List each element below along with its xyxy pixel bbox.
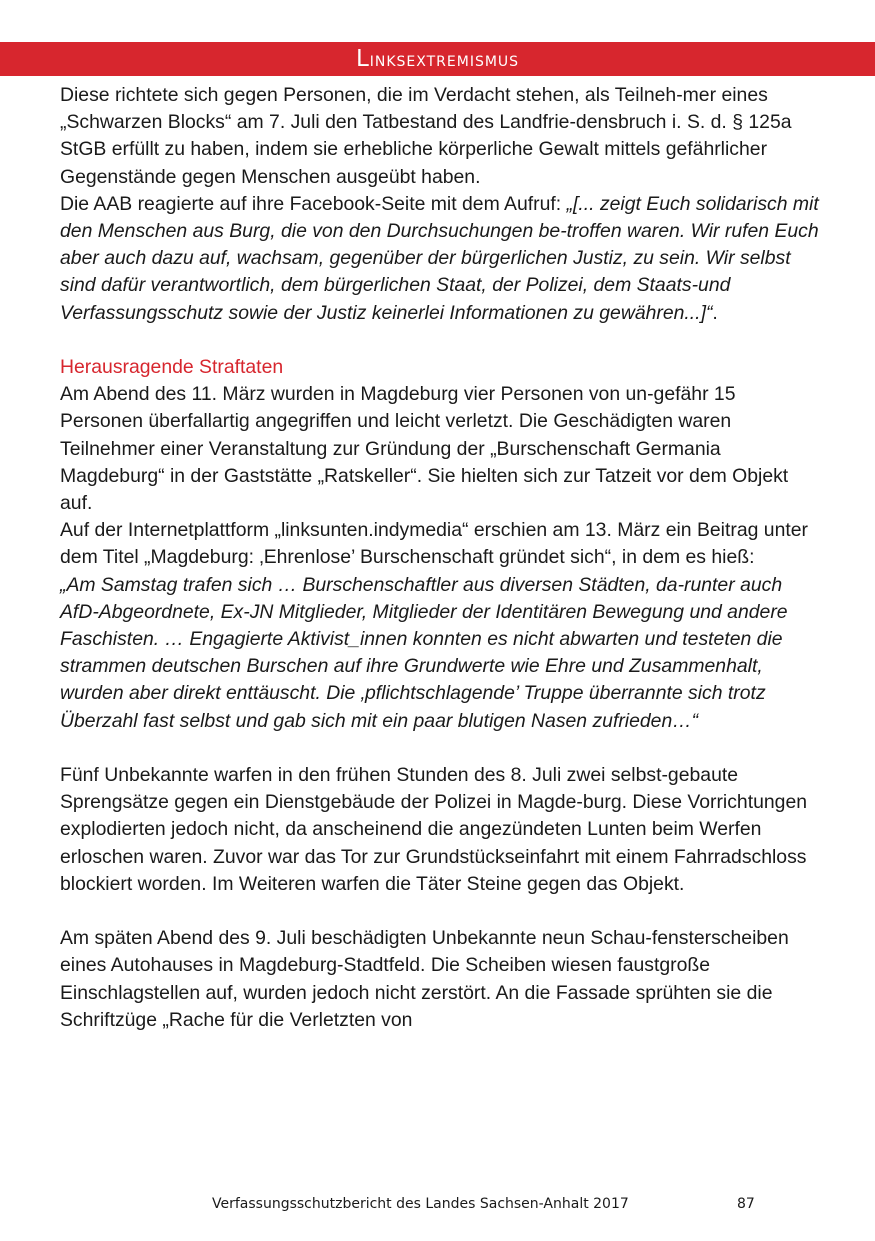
page-number: 87 [737, 1196, 755, 1212]
page-body [60, 82, 820, 1034]
paragraph-7: Am späten Abend des 9. Juli beschädigten Unbekannte neun Schau-fensterscheiben eines Autohauses in Magdeburg-Stadtfeld. Die Scheiben wiesen faustgroße Einschlagstellen auf, wurden jedoch nicht zerstört. An die Fassade sprühten sie die Schriftzüge „Rache für die Verletzten von [60, 927, 789, 1031]
subheading: Herausragende Straftaten [60, 356, 284, 379]
paragraph-3: Am Abend des 11. März wurden in Magdeburg vier Personen von un-gefähr 15 Personen überfallartig angegriffen und leicht verletzt. Die Geschädigten waren Teilnehmer einer Veranstaltung zur Gründung der „Burschenschaft Germania Magdeburg“ in der Gaststätte „Ratskeller“. Sie hielten sich zur Tatzeit vor dem Objekt auf. [60, 383, 789, 515]
paragraph-2-intro: Die AAB reagierte auf ihre Facebook-Seite mit dem Aufruf: [60, 192, 567, 215]
paragraph-6: Fünf Unbekannte warfen in den frühen Stunden des 8. Juli zwei selbst-gebaute Sprengsätze gegen ein Dienstgebäude der Polizei in Magde-burg. Diese Vorrichtungen explodierten jedoch nicht, da anscheinend die angezündeten Lunten beim Werfen erloschen waren. Zuvor war das Tor zur Grundstückseinfahrt mit einem Fahrradschloss blockiert worden. Im Weiteren warfen die Täter Steine gegen das Objekt. [60, 764, 808, 895]
paragraph-1: Diese richtete sich gegen Personen, die im Verdacht stehen, als Teilneh-mer eines „Schwarzen Blocks“ am 7. Juli den Tatbestand des Landfrie-densbruch i. S. d. § 125a StGB erfüllt zu haben, indem sie erhebliche körperliche Gewalt mittels gefährlicher Gegenstände gegen Menschen ausgeübt haben. [60, 84, 792, 188]
spacer [60, 735, 820, 762]
spacer [60, 898, 820, 925]
indymedia-quote: „Am Samstag trafen sich … Burschenschaftler aus diversen Städten, da-runter auch AfD-Abgeordnete, Ex-JN Mitglieder, Mitglieder der Identitären Bewegung und andere Faschisten. … Engagierte Aktivist_innen konnten es nicht abwarten und testeten die strammen deutschen Burschen auf ihre Grundwerte wie Ehre und Zusammenhalt, wurden aber direkt enttäuscht. Die ‚pflichtschlagende’ Truppe überrannte sich trotz Überzahl fast selbst und gab sich mit ein paar blutigen Nasen zufrieden…“ [60, 573, 788, 732]
page-footer [0, 1193, 875, 1217]
paragraph-4: Auf der Internetplattform „linksunten.indymedia“ erschien am 13. März ein Beitrag unter dem Titel „Magdeburg: ‚Ehrenlose’ Burschenschaft gründet sich“, in dem es hieß: [60, 519, 808, 569]
spacer [60, 327, 820, 354]
footer-report-title: Verfassungsschutzbericht des Landes Sachsen-Anhalt 2017 [212, 1196, 629, 1212]
paragraph-2-end: . [712, 301, 718, 324]
section-title-rest: inksextremismus [369, 47, 520, 71]
section-title-initial: L [355, 46, 370, 72]
facebook-quote: „[... zeigt Euch solidarisch mit den Menschen aus Burg, die von den Durchsuchungen be-troffen waren. Wir rufen Euch aber auch dazu auf, wachsam, gegenüber der bürgerlichen Justiz, zu sein. Wir selbst sind dafür verantwortlich, dem bürgerlichen Staat, der Polizei, dem Staats-und Verfassungsschutz sowie der Justiz keinerlei Informationen zu gewähren...]“ [60, 192, 819, 324]
section-header-bar [0, 42, 875, 76]
paragraph-2 [60, 191, 820, 327]
